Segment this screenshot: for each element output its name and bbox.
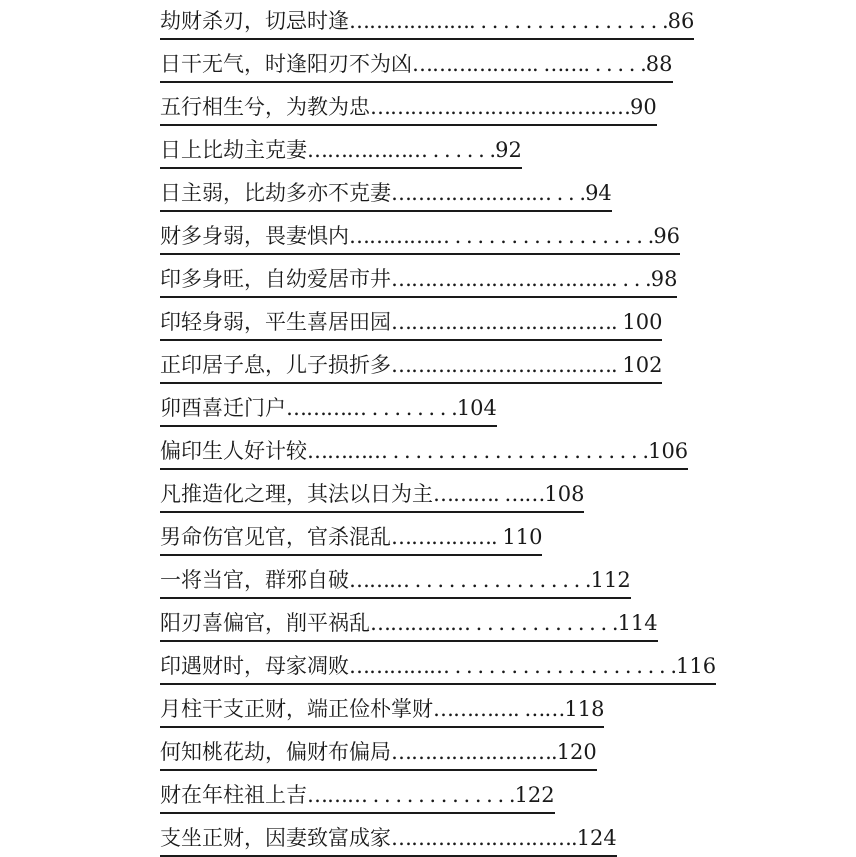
toc-entry-leader: ………… . . . . . . . . . . . . . . . . . . . . . . . xyxy=(307,439,649,463)
toc-entry-page: 94 xyxy=(585,181,612,205)
toc-entry-page: 110 xyxy=(502,525,543,549)
toc-entry-leader: ……………………. xyxy=(391,740,557,764)
toc-entry-page: 118 xyxy=(564,697,605,721)
toc-entry-title: 五行相生兮，为教为忠 xyxy=(160,95,370,119)
toc-entry-title: 偏印生人好计较 xyxy=(160,439,307,463)
toc-entry xyxy=(160,735,597,771)
toc-entry xyxy=(160,4,694,40)
toc-entry-leader: ………. …… xyxy=(433,482,545,506)
toc-entry xyxy=(160,391,497,427)
toc-entry-title: 凡推造化之理，其法以日为主 xyxy=(160,482,433,506)
toc-entry-title: 印轻身弱，平生喜居田园 xyxy=(160,310,391,334)
toc-entry-page: 96 xyxy=(653,224,681,248)
toc-entry-leader: ………… . . . . . . . . xyxy=(286,396,457,420)
toc-entry xyxy=(160,606,658,642)
toc-entry xyxy=(160,262,677,298)
toc-entry-page: 90 xyxy=(630,95,657,119)
toc-entry-leader: ……………………………. xyxy=(391,310,623,334)
toc-entry-title: 财在年柱祖上吉 xyxy=(160,783,307,807)
toc-entry-leader: …………… . . . . . . . . . . . . . . . . . . xyxy=(349,224,654,248)
toc-entry-title: 阳刃喜偏官，削平祸乱 xyxy=(160,611,370,635)
toc-entry-page: 92 xyxy=(495,138,522,162)
toc-entry-leader: …………………… . . . xyxy=(391,181,586,205)
toc-entry xyxy=(160,692,604,728)
toc-entry-title: 劫财杀刃，切忌时逢 xyxy=(160,9,349,33)
toc-entry-leader: …………. …… xyxy=(433,697,565,721)
toc-entry xyxy=(160,90,657,126)
toc-entry-page: 98 xyxy=(650,267,678,291)
toc-entry-leader: ………………………. xyxy=(391,826,577,850)
toc-entry-leader: ……… . . . . . . . . . . . . . xyxy=(307,783,515,807)
toc-entry-title: 正印居子息，儿子损折多 xyxy=(160,353,391,377)
toc-entry-leader: …………… . . . . . . . . . . . . . . . . . . . . xyxy=(349,654,677,678)
toc-entry-page: 112 xyxy=(590,568,631,592)
toc-entry-page: 88 xyxy=(645,52,673,76)
toc-entry-leader: ………………. ……. . . . . . xyxy=(412,52,646,76)
toc-entry-page: 120 xyxy=(556,740,597,764)
toc-entry xyxy=(160,649,716,685)
toc-entry-leader: ……… . . . . . . . . . . . . . . . . xyxy=(349,568,591,592)
toc-entry-title: 财多身弱，畏妻惧内 xyxy=(160,224,349,248)
toc-entry-title: 何知桃花劫，偏财布偏局 xyxy=(160,740,391,764)
toc-entry-title: 男命伤官见官，官杀混乱 xyxy=(160,525,391,549)
toc-entry-page: 108 xyxy=(544,482,585,506)
toc-entry xyxy=(160,219,680,255)
toc-entry xyxy=(160,348,662,384)
toc-entry-leader: ………………………………… xyxy=(370,95,630,119)
toc-entry xyxy=(160,778,555,814)
toc-entry-page: 106 xyxy=(648,439,689,463)
toc-entry-page: 102 xyxy=(622,353,663,377)
toc-entry-title: 卯酉喜迁门户 xyxy=(160,396,286,420)
toc-entry-title: 印遇财时，母家凋败 xyxy=(160,654,349,678)
toc-entry xyxy=(160,821,617,857)
toc-entry-leader: ………………. . . . . . . . . . . . . . . . . . xyxy=(349,9,668,33)
toc-entry xyxy=(160,477,584,513)
toc-entry-title: 日主弱，比劫多亦不克妻 xyxy=(160,181,391,205)
toc-entry-page: 100 xyxy=(622,310,663,334)
toc-entry-page: 116 xyxy=(676,654,717,678)
toc-entry-page: 114 xyxy=(617,611,658,635)
toc-entry xyxy=(160,520,542,556)
toc-entry xyxy=(160,305,662,341)
toc-entry-title: 日上比劫主克妻 xyxy=(160,138,307,162)
toc-entry-leader: ……………… . . . . . . xyxy=(307,138,496,162)
toc-entry xyxy=(160,563,631,599)
toc-entry xyxy=(160,434,688,470)
toc-entry xyxy=(160,47,673,83)
toc-entry-leader: ……………………………. xyxy=(391,353,623,377)
toc-entry-title: 日干无气，时逢阳刃不为凶 xyxy=(160,52,412,76)
toc-entry-page: 104 xyxy=(456,396,497,420)
toc-entry-leader: ……………. xyxy=(391,525,503,549)
toc-entry-title: 支坐正财，因妻致富成家 xyxy=(160,826,391,850)
toc-entry-page: 86 xyxy=(667,9,695,33)
toc-entry-leader: …………… . . . . . . . . . . . . . xyxy=(370,611,618,635)
toc-entry-title: 印多身旺，自幼爱居市井 xyxy=(160,267,391,291)
toc-entry-page: 124 xyxy=(576,826,617,850)
toc-entry xyxy=(160,133,522,169)
toc-entry-leader: ……………………………. . . . xyxy=(391,267,651,291)
toc-entry-title: 一将当官，群邪自破 xyxy=(160,568,349,592)
toc-entry-page: 122 xyxy=(514,783,555,807)
toc-entry xyxy=(160,176,612,212)
toc-entry-title: 月柱干支正财，端正俭朴掌财 xyxy=(160,697,433,721)
